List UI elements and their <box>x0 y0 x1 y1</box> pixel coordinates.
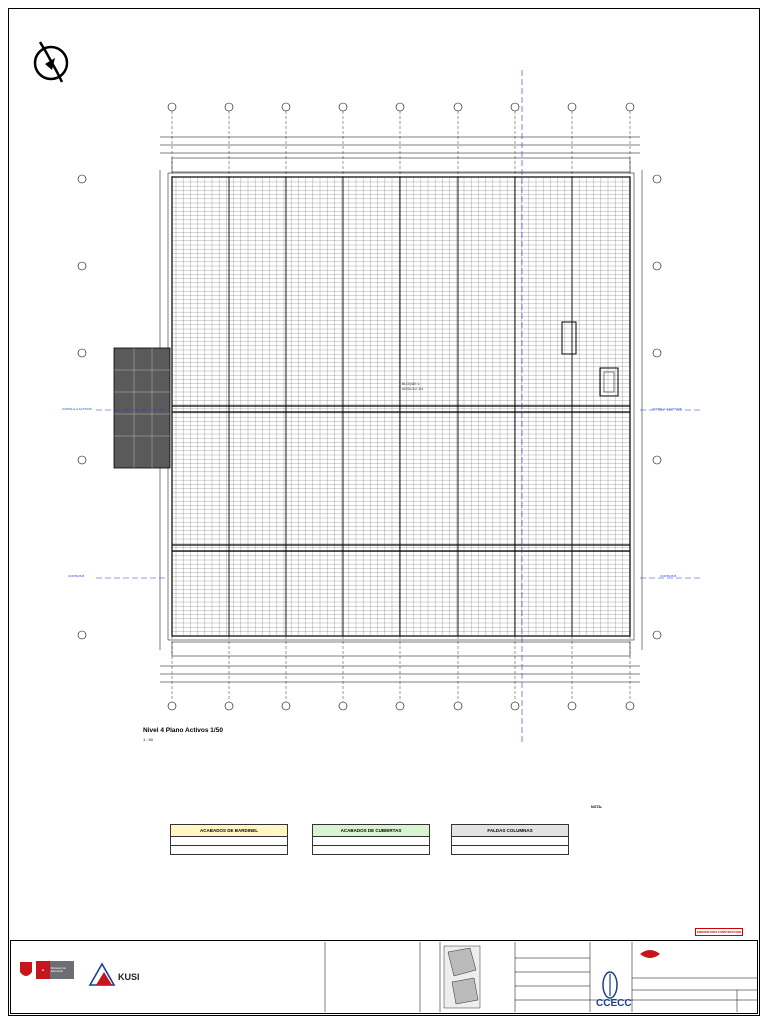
block-label: BLOQUE 1 <box>402 382 420 386</box>
cecc-logo-text: CCECC <box>596 998 632 1009</box>
legend-row <box>312 846 430 855</box>
kusi-logo-text: KUSI <box>118 972 140 982</box>
minedu-logo <box>36 961 74 979</box>
legend-row <box>170 846 288 855</box>
legend-cubiertas <box>312 824 430 856</box>
legend-bardinel <box>170 824 288 856</box>
block-sublabel: MODULO 3/4 <box>402 387 424 391</box>
legend-title: ACABADOS DE BARDINEL <box>170 824 288 837</box>
view-title: Nivel 4 Plano Activos 1/50 <box>143 727 223 734</box>
legend-row <box>451 846 569 855</box>
legend-row <box>451 837 569 846</box>
legend-title: ACABADOS DE CUBIERTAS <box>312 824 430 837</box>
view-scale: 1 : 50 <box>143 737 154 742</box>
general-notes <box>591 805 741 809</box>
ministry-name: Ministerio de Educación <box>50 961 74 979</box>
annex-hatch <box>114 348 170 468</box>
section-label-left-b: CORTE B-B <box>68 574 85 578</box>
north-arrow-icon <box>35 42 67 82</box>
section-label-right-a: CORTE A-A ACTIVOS <box>652 407 682 411</box>
legend-row <box>312 837 430 846</box>
construction-stamp: EMISION PARA CONSTRUCCION <box>695 928 743 936</box>
legend-title: FALDAS COLUMNAS <box>451 824 569 837</box>
legend-row <box>170 837 288 846</box>
section-label-right-b: CORTE B-B <box>660 574 677 578</box>
section-label-left-a: CORTE A-A ACTIVOS <box>62 407 92 411</box>
peru-flag-block: ■ <box>36 961 50 979</box>
notes-label: NOTA: <box>591 805 603 809</box>
legend-faldas <box>451 824 569 856</box>
